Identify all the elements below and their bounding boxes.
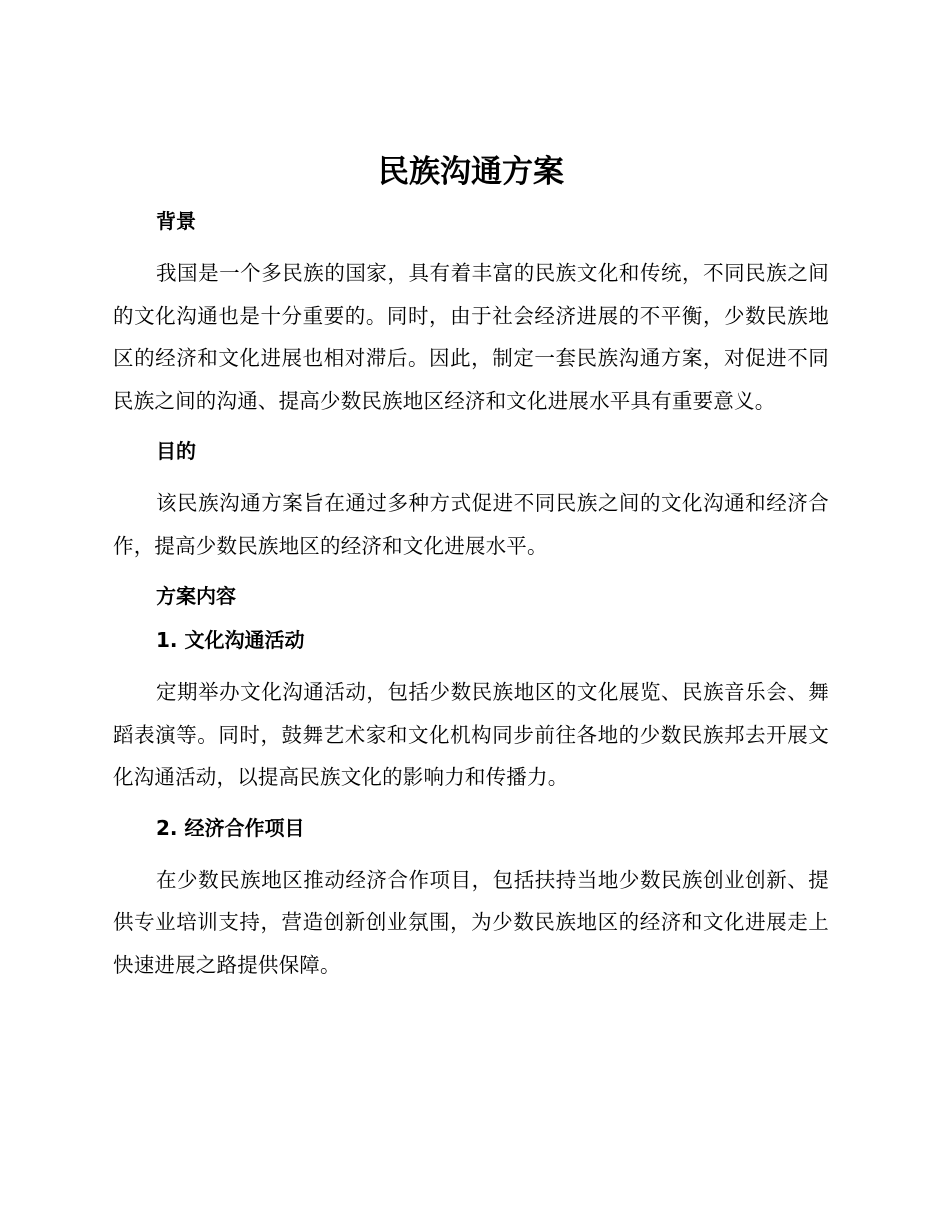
- section-heading-economic-projects: 2. 经济合作项目: [156, 815, 305, 840]
- document-page: [113, 148, 829, 986]
- section-paragraph-purpose: 该民族沟通方案旨在通过多种方式促进不同民族之间的文化沟通和经济合作，提高少数民族地区的经济和文化进展水平。: [113, 491, 829, 558]
- section-heading-cultural-activities: 1. 文化沟通活动: [156, 628, 305, 652]
- section-heading-content: 方案内容: [156, 584, 236, 608]
- document-title: 民族沟通方案: [378, 154, 564, 190]
- section-paragraph-cultural-activities: 定期举办文化沟通活动，包括少数民族地区的文化展览、民族音乐会、舞蹈表演等。同时，鼓舞艺术家和文化机构同步前往各地的少数民族邦去开展文化沟通活动，以提高民族文化的影响力和传播力。: [113, 680, 829, 789]
- section-paragraph-background: 我国是一个多民族的国家，具有着丰富的民族文化和传统，不同民族之间的文化沟通也是十分重要的。同时，由于社会经济进展的不平衡，少数民族地区的经济和文化进展也相对滞后。因此，制定一套民族沟通方案，对促进不同民族之间的沟通、提高少数民族地区经济和文化进展水平具有重要意义。: [113, 261, 829, 413]
- section-heading-purpose: 目的: [156, 439, 196, 463]
- section-heading-background: 背景: [156, 209, 196, 233]
- section-paragraph-economic-projects: 在少数民族地区推动经济合作项目，包括扶持当地少数民族创业创新、提供专业培训支持，营造创新创业氛围，为少数民族地区的经济和文化进展走上快速进展之路提供保障。: [113, 867, 829, 977]
